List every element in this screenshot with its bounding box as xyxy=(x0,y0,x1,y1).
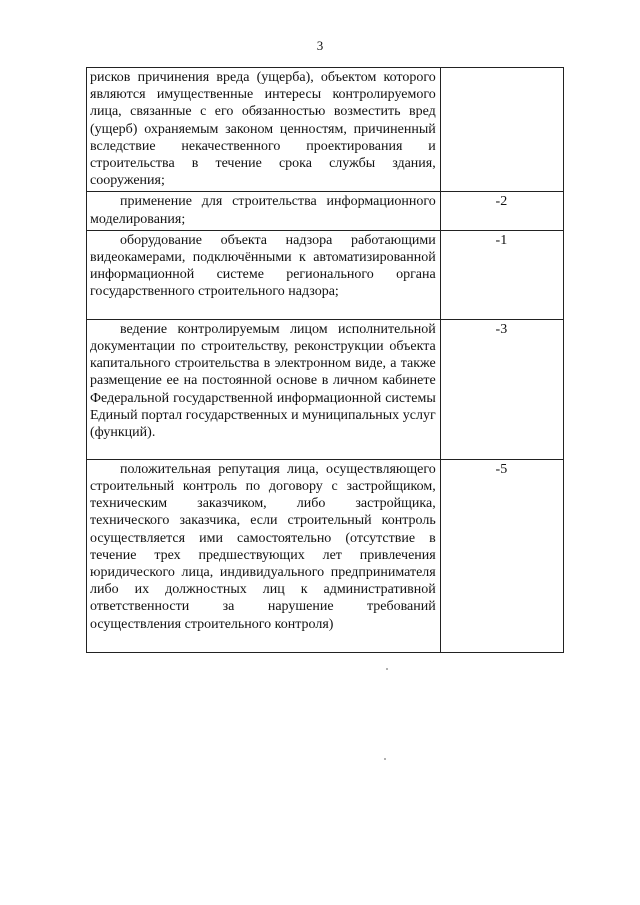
table-row xyxy=(87,230,564,319)
criterion-text: положительная репутация лица, осуществляющего строительный контроль по договору с застройщиком, техническим заказчиком, либо застройщика, технического заказчика, если строительный контроль осуществляется ими самостоятельно (отсутствие в течение трех предшествующих лет привлечения юридического лица, индивидуального предпринимателя либо их должностных лиц к административной ответственности за нарушение требований осуществления строительного контроля) xyxy=(90,461,436,632)
table-row xyxy=(87,68,564,192)
table-row xyxy=(87,319,564,459)
criterion-score: -5 xyxy=(495,461,508,477)
criterion-score-cell xyxy=(440,192,563,230)
criterion-score: -3 xyxy=(495,321,508,337)
criterion-text-cell xyxy=(87,319,441,459)
criterion-text-cell xyxy=(87,459,441,652)
table-row xyxy=(87,192,564,230)
criterion-score: -1 xyxy=(495,232,508,248)
criterion-score-cell xyxy=(440,230,563,319)
criterion-score-cell xyxy=(440,68,563,192)
criterion-text-cell xyxy=(87,230,441,319)
criterion-text: оборудование объекта надзора работающими видеокамерами, подключёнными к автоматизированной информационной системе регионального органа государственного строительного надзора; xyxy=(90,232,436,300)
criterion-text-cell xyxy=(87,192,441,230)
scan-speck xyxy=(386,668,388,670)
criterion-score-cell xyxy=(440,319,563,459)
page-number: 3 xyxy=(316,38,324,53)
criterion-text-cell xyxy=(87,68,441,192)
scan-speck xyxy=(384,758,386,760)
criterion-score-cell xyxy=(440,459,563,652)
criteria-table xyxy=(86,67,564,653)
criterion-text: ведение контролируемым лицом исполнительной документации по строительству, реконструкции объекта капитального строительства в электронном виде, а также размещение ее на постоянной основе в личном кабинете Федеральной государственной информационной системы Единый портал государственных и муниципальных услуг (функций). xyxy=(90,321,436,441)
table-row xyxy=(87,459,564,652)
criterion-score: -2 xyxy=(495,194,508,210)
criterion-text: применение для строительства информационного моделирования; xyxy=(90,194,436,227)
criterion-text: рисков причинения вреда (ущерба), объектом которого являются имущественные интересы контролируемого лица, связанные с его обязанностью возместить вред (ущерб) охраняемым законом ценностям, причиненный вследствие некачественного проектирования и строительства в течение срока службы здания, сооружения; xyxy=(90,70,436,189)
